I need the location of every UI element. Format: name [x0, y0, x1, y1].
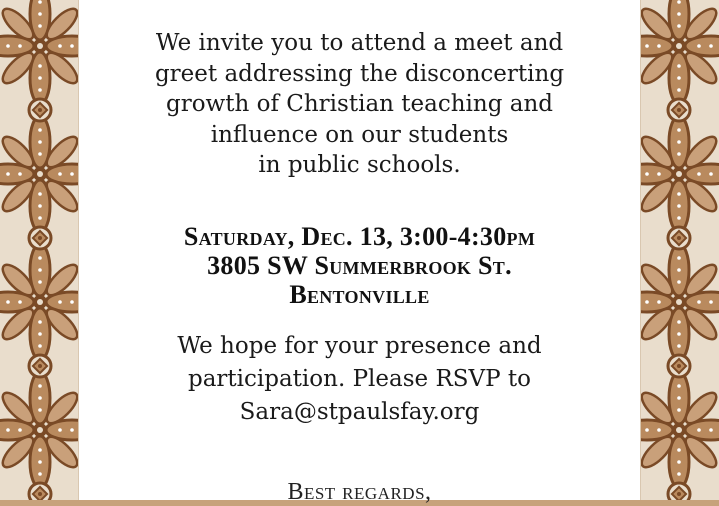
- rsvp-section: [79, 330, 640, 429]
- ornamental-border-pattern-icon: [0, 0, 78, 500]
- intro-line: influence on our students: [210, 121, 509, 148]
- intro-line: We invite you to attend a meet and: [155, 30, 564, 56]
- intro-line: greet addressing the disconcerting: [154, 60, 565, 87]
- invitation-card: [78, 0, 641, 505]
- rsvp-email: Sara@stpaulsfay.org: [239, 399, 480, 425]
- ornamental-border-pattern-icon: [641, 0, 719, 500]
- intro-line: growth of Christian teaching and: [165, 91, 553, 117]
- decorative-border-left: [0, 0, 78, 500]
- event-date-time: Saturday, Dec. 13, 3:00-4:30pm: [183, 222, 536, 251]
- event-details: [79, 222, 640, 309]
- event-city: Bentonville: [289, 280, 430, 309]
- intro-line: in public schools.: [258, 152, 461, 178]
- rsvp-line: We hope for your presence and: [177, 333, 542, 359]
- decorative-border-right: [641, 0, 719, 500]
- invitation-intro: [79, 28, 640, 181]
- rsvp-line: participation. Please RSVP to: [187, 366, 532, 392]
- event-address: 3805 SW Summerbrook St.: [207, 251, 512, 280]
- closing-salutation: Best regards,: [287, 479, 432, 505]
